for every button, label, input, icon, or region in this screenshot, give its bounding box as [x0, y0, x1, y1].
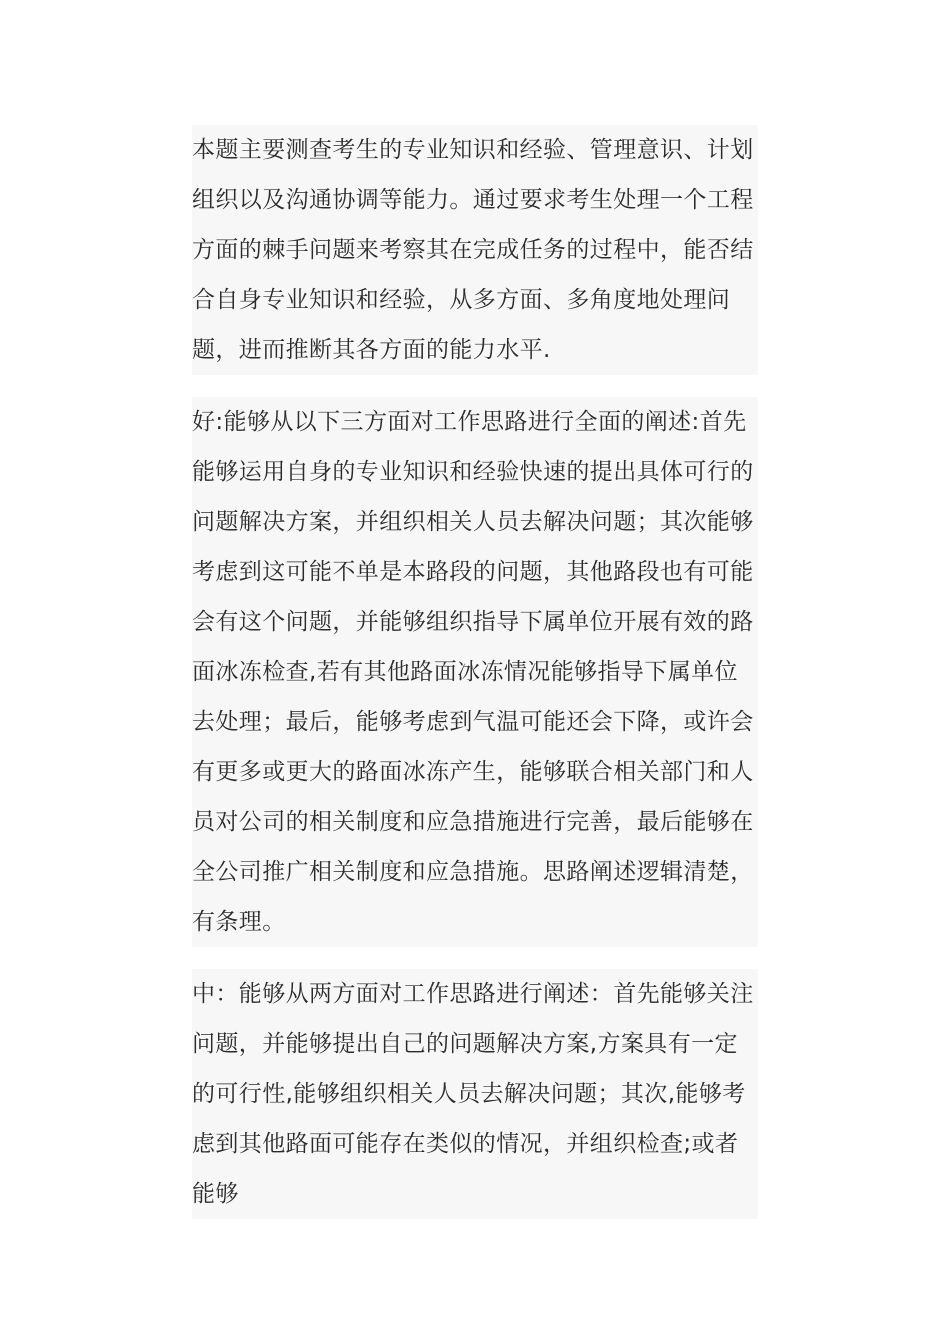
paragraph-gap: [192, 375, 758, 397]
document-body: [192, 125, 758, 1219]
paragraph-medium-rating: 中：能够从两方面对工作思路进行阐述：首先能够关注问题，并能够提出自己的问题解决方案,方案具有一定的可行性,能够组织相关人员去解决问题；其次,能够考虑到其他路面可能存在类似的情况，并组织检查;或者能够: [192, 969, 758, 1219]
paragraph-gap: [192, 947, 758, 969]
paragraph-overview: 本题主要测查考生的专业知识和经验、管理意识、计划组织以及沟通协调等能力。通过要求考生处理一个工程方面的棘手问题来考察其在完成任务的过程中，能否结合自身专业知识和经验，从多方面、多角度地处理问题，进而推断其各方面的能力水平.: [192, 125, 758, 375]
paragraph-good-rating: 好:能够从以下三方面对工作思路进行全面的阐述:首先能够运用自身的专业知识和经验快速的提出具体可行的问题解决方案，并组织相关人员去解决问题；其次能够考虑到这可能不单是本路段的问题，其他路段也有可能会有这个问题，并能够组织指导下属单位开展有效的路面冰冻检查,若有其他路面冰冻情况能够指导下属单位去处理；最后，能够考虑到气温可能还会下降，或许会有更多或更大的路面冰冻产生，能够联合相关部门和人员对公司的相关制度和应急措施进行完善，最后能够在全公司推广相关制度和应急措施。思路阐述逻辑清楚，有条理。: [192, 397, 758, 947]
